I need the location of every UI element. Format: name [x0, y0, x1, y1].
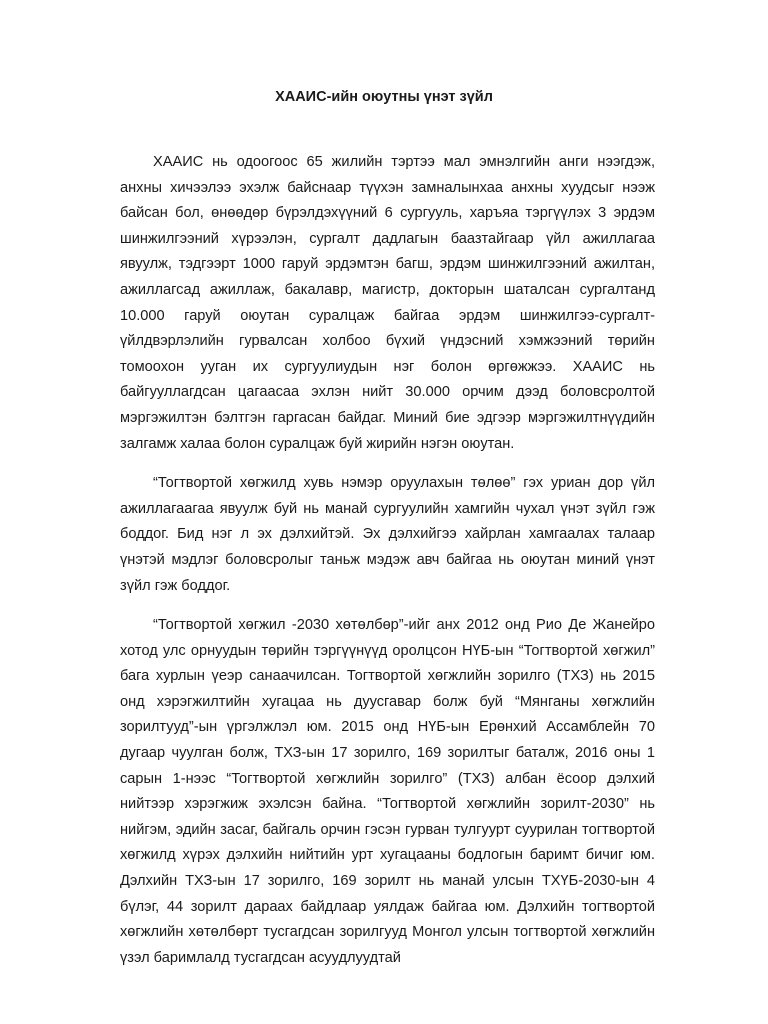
document-title: ХААИС-ийн оюутны үнэт зүйл	[275, 89, 493, 105]
document-body	[120, 150, 655, 971]
paragraph-2: “Тогтвортой хөгжилд хувь нэмэр оруулахын төлөө” гэх уриан дор үйл ажиллагаагаа явуулж буй нь манай сургуулийн хамгийн чухал үнэт зүйл гэж боддог. Бид нэг л эх дэлхийтэй. Эх дэлхийгээ хайрлан хамгаалах талаар үнэтэй мэдлэг боловсролыг таньж мэдэж авч байгаа нь оюутан миний үнэт зүйл гэж боддог.	[120, 475, 655, 594]
paragraph-1: ХААИС нь одоогоос 65 жилийн тэртээ мал эмнэлгийн анги нээгдэж, анхны хичээлээ эхэлж байснаар түүхэн замналынхаа анхны хуудсыг нээж байсан бол, өнөөдөр бүрэлдэхүүний 6 сургууль, харъяа тэргүүлэх 3 эрдэм шинжилгээний хүрээлэн, сургалт дадлагын баазтайгаар үйл ажиллагаа явуулж, тэдгээрт 1000 гаруй эрдэмтэн багш, эрдэм шинжилгээний ажилтан, ажиллагсад ажиллаж, бакалавр, магистр, докторын шаталсан сургалтанд 10.000 гаруй оюутан суралцаж байгаа эрдэм шинжилгээ-сургалт-үйлдвэрлэлийн гурвалсан холбоо бүхий үндэсний хэмжээний төрийн томоохон ууган их сургуулиудын нэг болон өргөжжээ. ХААИС нь байгууллагдсан цагаасаа эхлэн нийт 30.000 орчим дээд боловсролтой мэргэжилтэн бэлтгэн гаргасан байдаг. Миний бие эдгээр мэргэжилтнүүдийн залгамж халаа болон суралцаж буй жирийн нэгэн оюутан.	[120, 154, 655, 452]
paragraph-3: “Тогтвортой хөгжил -2030 хөтөлбөр”-ийг анх 2012 онд Рио Де Жанейро хотод улс орнуудын төрийн тэргүүнүүд оролцсон НҮБ-ын “Тогтвортой хөгжил” бага хурлын үеэр санаачилсан. Тогтвортой хөгжлийн зорилго (ТХЗ) нь 2015 онд хэрэгжилтийн хугацаа нь дуусгавар болж буй “Мянганы хөгжлийн зорилтууд”-ын үргэлжлэл юм. 2015 онд НҮБ-ын Ерөнхий Ассамблейн 70 дугаар чуулган болж, ТХЗ-ын 17 зорилго, 169 зорилтыг баталж, 2016 оны 1 сарын 1-нээс “Тогтвортой хөгжлийн зорилго” (ТХЗ) албан ёсоор дэлхий нийтээр хэрэгжиж эхэлсэн байна. “Тогтвортой хөгжлийн зорилт-2030” нь нийгэм, эдийн засаг, байгаль орчин гэсэн гурван тулгуурт суурилан тогтвортой хөгжилд хүрэх дэлхийн нийтийн урт хугацааны бодлогын баримт бичиг юм. Дэлхийн ТХЗ-ын 17 зорилго, 169 зорилт нь манай улсын ТХҮБ-2030-ын 4 бүлэг, 44 зорилт дараах байдлаар уялдаж байгаа юм. Дэлхийн тогтвортой хөгжлийн хөтөлбөрт тусгагдсан зорилгууд Монгол улсын тогтвортой хөгжлийн үзэл баримлалд тусгагдсан асуудлуудтай	[120, 617, 655, 966]
